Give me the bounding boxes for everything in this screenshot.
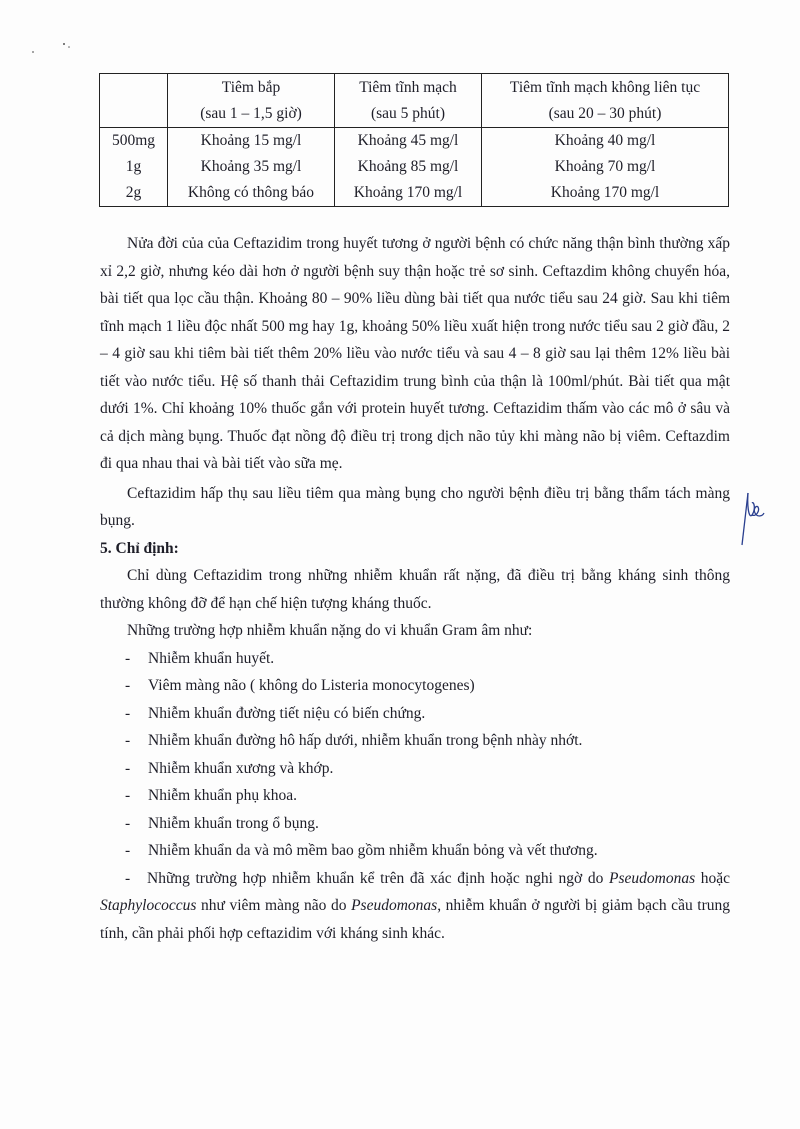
table-data-row — [100, 128, 729, 207]
list-item: - Nhiễm khuẩn phụ khoa. — [100, 782, 730, 810]
list-item: - Nhiễm khuẩn đường hô hấp dưới, nhiễm khuẩn trong bệnh nhày nhớt. — [100, 727, 730, 755]
header-intramuscular: Tiêm bắp (sau 1 – 1,5 giờ) — [168, 74, 335, 128]
list-item: - Viêm màng não ( không do Listeria monocytogenes) — [100, 672, 730, 700]
gram-negative-intro: Những trường hợp nhiễm khuẩn nặng do vi khuẩn Gram âm như: — [127, 622, 533, 639]
dose-column: 500mg 1g 2g — [100, 128, 168, 207]
header-intravenous: Tiêm tĩnh mạch (sau 5 phút) — [335, 74, 482, 128]
header-intermittent-intravenous: Tiêm tĩnh mạch không liên tục (sau 20 – 30 phút) — [482, 74, 729, 128]
list-dash: - — [125, 842, 131, 859]
pharmacokinetics-paragraph: Nửa đời của của Ceftazidim trong huyết tương ở người bệnh có chức năng thận bình thường xấp xỉ 2,2 giờ, nhưng kéo dài hơn ở người bệnh suy thận hoặc trẻ sơ sinh. Ceftazdim không chuyển hóa, bài tiết qua lọc cầu thận. Khoảng 80 – 90% liều dùng bài tiết qua nước tiểu sau 24 giờ. Sau khi tiêm tĩnh mạch 1 liều độc nhất 500 mg hay 1g, khoảng 50% liều xuất hiện trong nước tiểu sau 2 giờ đầu, 2 – 4 giờ sau khi tiêm bài tiết thêm 20% liều vào nước tiểu và sau 4 – 8 giờ sau lại thêm 12% liều bài tiết vào nước tiểu. Hệ số thanh thải Ceftazidim trung bình của thận là 100ml/phút. Bài tiết qua mật dưới 1%. Chỉ khoảng 10% thuốc gắn với protein huyết tương. Ceftazidim thấm vào các mô ở sâu và cả dịch màng bụng. Thuốc đạt nồng độ điều trị trong dịch não tủy khi màng não bị viêm. Ceftazdim đi qua nhau thai và bài tiết vào sữa mẹ. — [100, 235, 730, 472]
intramuscular-values: Khoảng 15 mg/l Khoảng 35 mg/l Không có thông báo — [168, 128, 335, 207]
list-dash: - — [125, 677, 131, 694]
list-item-combination-therapy: - Những trường hợp nhiễm khuẩn kể trên đã xác định hoặc nghi ngờ do Pseudomonas hoặc Staphylococcus như viêm màng não do Pseudomonas, nhiễm khuẩn ở người bị giảm bạch cầu trung tính, cần phải phối hợp ceftazidim với kháng sinh khác. — [100, 865, 730, 948]
list-item: - Nhiễm khuẩn trong ổ bụng. — [100, 810, 730, 838]
scan-specks — [28, 38, 88, 58]
intravenous-values: Khoảng 45 mg/l Khoảng 85 mg/l Khoảng 170 mg/l — [335, 128, 482, 207]
list-item: - Nhiễm khuẩn xương và khớp. — [100, 755, 730, 783]
document-body — [100, 230, 730, 947]
peritoneal-paragraph: Ceftazidim hấp thụ sau liều tiêm qua màng bụng cho người bệnh điều trị bằng thẩm tách màng bụng. — [100, 484, 730, 529]
list-dash: - — [125, 732, 131, 749]
list-dash: - — [125, 869, 131, 887]
list-dash: - — [125, 704, 131, 722]
header-empty-cell — [100, 74, 168, 128]
list-item: - Nhiễm khuẩn đường tiết niệu có biến chứng. — [100, 700, 730, 728]
intermittent-intravenous-values: Khoảng 40 mg/l Khoảng 70 mg/l Khoảng 170 mg/l — [482, 128, 729, 207]
table-header-row — [100, 74, 729, 128]
section-heading-indications: 5. Chỉ định: — [100, 539, 179, 557]
list-dash: - — [125, 759, 131, 777]
serum-concentration-table — [99, 73, 729, 207]
indication-intro-paragraph: Chỉ dùng Ceftazidim trong những nhiễm khuẩn rất nặng, đã điều trị bằng kháng sinh thông thường không đỡ để hạn chế hiện tượng kháng thuốc. — [100, 567, 730, 612]
list-dash: - — [125, 787, 131, 804]
list-dash: - — [125, 814, 131, 832]
list-item: - Nhiễm khuẩn huyết. — [100, 645, 730, 673]
list-dash: - — [125, 649, 131, 667]
list-item: - Nhiễm khuẩn da và mô mềm bao gồm nhiễm khuẩn bỏng và vết thương. — [100, 837, 730, 865]
initials-signature — [736, 487, 766, 547]
